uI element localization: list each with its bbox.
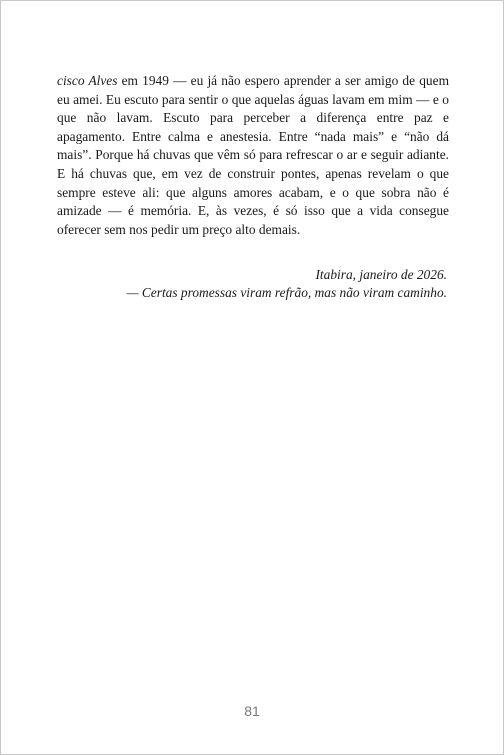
closing-epigraph: — Certas promessas viram refrão, mas não viram caminho.: [126, 285, 447, 300]
page-number: 81: [244, 703, 260, 719]
signature-block: [127, 266, 447, 302]
italic-name-fragment: cisco Alves: [57, 73, 118, 88]
paragraph-text: em 1949 — eu já não espero aprender a ser amigo de quem eu amei. Eu escuto para sentir o que aquelas águas lavam em mim — e o que não lavam. Escuto para perceber a diferença entre paz e apagamento. Entre calma e anestesia. Entre “nada mais” e “não dá mais”. Porque há chuvas que vêm só para refrescar o ar e seguir adiante. E há chuvas que, em vez de construir pontes, apenas revelam o que sempre esteve ali: que alguns amores acabam, e o que sobra não é amizade — é memória. E, às vezes, é só isso que a vida consegue oferecer sem nos pedir um preço alto demais.: [57, 73, 449, 237]
body-paragraph: [57, 72, 449, 239]
place-date: Itabira, janeiro de 2026.: [315, 267, 447, 282]
